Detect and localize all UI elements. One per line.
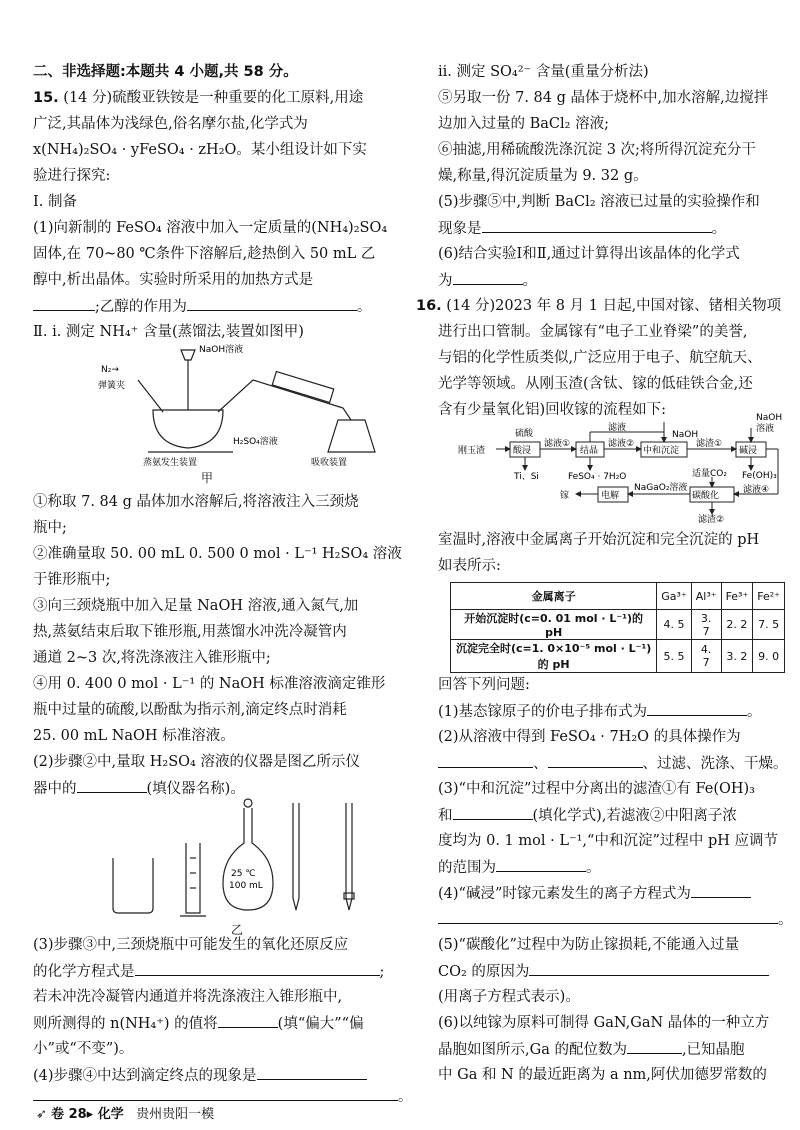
step3-line-3: 通道 2~3 次,将洗涤液注入锥形瓶中; — [33, 650, 271, 666]
naoh2-label: NaOH — [756, 413, 783, 423]
p3-line-3: 度均为 0. 1 mol · L⁻¹,“中和沉淀”过程中 pH 应调节 — [438, 833, 779, 849]
neutralize-label: 中和沉淀 — [643, 446, 680, 456]
answer-blank[interactable] — [453, 805, 533, 820]
step5-line-1: ⑤另取一份 7. 84 g 晶体于烧杯中,加水溶解,边搅拌 — [438, 90, 769, 106]
answer-prompt: 回答下列问题: — [438, 677, 530, 693]
room-temp-line-2: 如表所示: — [438, 558, 501, 574]
answer-blank[interactable] — [33, 1086, 398, 1101]
clip-label: 弹簧夹 — [98, 381, 126, 391]
answer-blank[interactable] — [529, 961, 769, 976]
volumetric-flask — [223, 808, 273, 910]
fig1-caption: 甲 — [201, 471, 214, 485]
beaker — [113, 858, 153, 913]
q16-line-4: 光学等领域。从刚玉渣(含钛、镓的低硅铁合金,还 — [438, 376, 753, 392]
table-header-row: 金属离子 Ga³⁺ Al³⁺ Fe³⁺ Fe²⁺ — [451, 583, 785, 610]
ti-si-label: Ti、Si — [514, 472, 539, 482]
p6-line-1: (6)以纯镓为原料可制得 GaN,GaN 晶体的一种立方 — [438, 1015, 770, 1031]
residue1-label: 滤渣① — [696, 439, 723, 449]
n2-label: N₂→ — [101, 365, 119, 375]
q15-line-2: 广泛,其晶体为浅绿色,俗名摩尔盐,化学式为 — [33, 116, 308, 132]
dropping-funnel — [181, 350, 195, 360]
distillation-apparatus-figure — [93, 340, 373, 468]
naoh2-solution-label: 溶液 — [756, 424, 775, 434]
p1-line: (1)基态镓原子的价电子排布式为 。 — [438, 701, 762, 722]
step4-line-3: 25. 00 mL NaOH 标准溶液。 — [33, 728, 235, 744]
step3-line-2: 热,蒸氨结束后取下锥形瓶,用蒸馏水冲洗冷凝管内 — [33, 624, 347, 640]
ph-table — [450, 582, 785, 673]
answer-blank[interactable] — [257, 1065, 367, 1080]
co2-label: 适量CO₂ — [692, 469, 727, 479]
step4-line-2: 瓶中过量的硫酸,以酚酞为指示剂,滴定终点时消耗 — [33, 702, 347, 718]
naoh-label: NaOH溶液 — [199, 345, 244, 355]
ii-heading: ⅱ. 测定 SO₄²⁻ 含量(重量分析法) — [438, 64, 649, 80]
answer-blank[interactable] — [627, 1039, 682, 1054]
step5-line-2: 边加入过量的 BaCl₂ 溶液; — [438, 116, 609, 132]
q1-line-4: ;乙醇的作用为 。 — [33, 296, 371, 317]
table-row: 开始沉淀时(c=0. 01 mol · L⁻¹)的 pH 4. 5 3. 7 2. 2 7. 5 — [451, 610, 785, 640]
carbonation-label: 碳酸化 — [692, 491, 720, 501]
burette-1 — [293, 803, 299, 910]
q15-line-1: 15. (14 分)硫酸亚铁铵是一种重要的化工原料,用途 — [33, 90, 364, 106]
q1-line-2: 固体,在 70~80 ℃条件下溶解后,趁热倒入 50 mL 乙 — [33, 246, 376, 262]
nagao2-label: NaGaO₂溶液 — [634, 483, 688, 493]
q15-line-3: x(NH₄)₂SO₄ · yFeSO₄ · zH₂O。某小组设计如下实 — [33, 142, 367, 158]
step2-line-2: 于锥形瓶中; — [33, 572, 111, 588]
p5-line-2: CO₂ 的原因为 — [438, 961, 769, 982]
answer-blank[interactable] — [33, 296, 95, 311]
acid-leach-label: 酸浸 — [513, 446, 532, 456]
corundum-label: 刚玉渣 — [458, 446, 486, 456]
footer-region: 贵州贵阳一模 — [136, 1107, 215, 1122]
answer-blank[interactable] — [187, 296, 357, 311]
filtrate4-label: 滤液④ — [743, 485, 770, 495]
q3-line-2: 的化学方程式是 ; — [33, 961, 384, 982]
p6-line-2: 晶胞如图所示,Ga 的配位数为 ,已知晶胞 — [438, 1039, 745, 1060]
filtrate2-label: 滤液② — [608, 439, 635, 449]
conical-flask — [328, 420, 375, 452]
step1-line-2: 瓶中; — [33, 520, 67, 536]
q6-line-2: 为 。 — [438, 270, 537, 291]
part2-heading: Ⅱ. ⅰ. 测定 NH₄⁺ 含量(蒸馏法,装置如图甲) — [33, 324, 304, 340]
gallium-label: 镓 — [560, 491, 570, 501]
answer-blank[interactable] — [438, 753, 533, 768]
answer-blank[interactable] — [438, 909, 778, 924]
table-row: 沉淀完全时(c=1. 0×10⁻⁵ mol · L⁻¹)的 pH 5. 5 4. 7 3. 2 9. 0 — [451, 640, 785, 673]
residue2-label: 滤渣② — [698, 515, 725, 525]
crystallize-label: 结晶 — [580, 446, 599, 456]
alkali-leach-label: 碱浸 — [739, 446, 758, 456]
p2-line-2: 、 、过滤、洗涤、干燥。 — [438, 753, 788, 774]
section-title: 二、非选择题:本题共 4 小题,共 58 分。 — [33, 64, 298, 80]
feoh3-label: Fe(OH)₃ — [742, 471, 777, 481]
footer-tag: 卷 28▸ 化学 — [51, 1107, 124, 1122]
p6-line-3: 中 Ga 和 N 的最近距离为 a nm,阿伏加德罗常数的 — [438, 1067, 767, 1083]
condenser — [272, 372, 333, 403]
sulfuric-acid-label: 硫酸 — [515, 429, 534, 439]
q3-line-4: 则所测得的 n(NH₄⁺) 的值将 (填“偏大”“偏 — [33, 1013, 364, 1034]
answer-blank[interactable] — [691, 883, 751, 898]
gen-label: 蒸氨发生装置 — [143, 458, 198, 468]
step2-line-1: ②准确量取 50. 00 mL 0. 500 0 mol · L⁻¹ H₂SO₄ 溶液 — [33, 546, 402, 562]
p3-line-1: (3)“中和沉淀”过程中分离出的滤渣①有 Fe(OH)₃ — [438, 781, 755, 797]
q16-line-1: 16. (14 分)2023 年 8 月 1 日起,中国对镓、锗相关物项 — [416, 298, 782, 314]
q16-line-3: 与铝的化学性质类似,广泛应用于电子、航空航天、 — [438, 350, 762, 366]
q4-line-2: 。 — [33, 1086, 413, 1107]
absorb-label: 吸收装置 — [311, 458, 348, 468]
step3-line-1: ③向三颈烧瓶中加入足量 NaOH 溶液,通入氮气,加 — [33, 598, 359, 614]
answer-blank[interactable] — [135, 961, 380, 976]
flask-temp-label: 25 ℃ — [231, 869, 256, 879]
naoh1-label: NaOH — [672, 430, 699, 440]
step1-line-1: ①称取 7. 84 g 晶体加水溶解后,将溶液注入三颈烧 — [33, 494, 359, 510]
q2-line-2: 器中的 (填仪器名称)。 — [33, 778, 245, 799]
p2-line-1: (2)从溶液中得到 FeSO₄ · 7H₂O 的具体操作为 — [438, 729, 741, 745]
step6-line-1: ⑥抽滤,用稀硫酸洗涤沉淀 3 次;将所得沉淀充分干 — [438, 142, 756, 158]
p5-line-1: (5)“碳酸化”过程中为防止镓损耗,不能通入过量 — [438, 937, 739, 953]
q5-line-1: (5)步骤⑤中,判断 BaCl₂ 溶液已过量的实验操作和 — [438, 194, 760, 210]
q3-line-5: 小”或“不变”)。 — [33, 1041, 134, 1057]
q1-line-3: 醇中,析出晶体。实验时所采用的加热方式是 — [33, 272, 314, 288]
fig2-caption: 乙 — [231, 923, 244, 937]
h2so4-label: H₂SO₄溶液 — [233, 437, 278, 447]
q16-line-5: 含有少量氧化铝)回收镓的流程如下: — [438, 402, 667, 418]
feso4-label: FeSO₄ · 7H₂O — [568, 472, 627, 482]
q2-line-1: (2)步骤②中,量取 H₂SO₄ 溶液的仪器是图乙所示仪 — [33, 754, 360, 770]
filtrate-top-label: 滤液 — [608, 423, 627, 433]
answer-blank[interactable] — [496, 857, 586, 872]
p4-line-2: 。 — [438, 909, 793, 930]
answer-blank[interactable] — [453, 270, 523, 285]
answer-blank[interactable] — [548, 753, 643, 768]
q15-line-4: 验进行探究: — [33, 168, 111, 184]
answer-blank[interactable] — [77, 778, 147, 793]
q5-line-2: 现象是 。 — [438, 218, 726, 239]
graduated-cylinder — [186, 843, 200, 913]
p3-line-2: 和 (填化学式),若滤液②中阳离子浓 — [438, 805, 737, 826]
burette-2 — [346, 803, 352, 910]
p4-line-1: (4)“碱浸”时镓元素发生的离子方程式为 — [438, 883, 751, 904]
q6-line-1: (6)结合实验Ⅰ和Ⅱ,通过计算得出该晶体的化学式 — [438, 246, 740, 262]
filtrate1-label: 滤液① — [544, 439, 571, 449]
instruments-figure — [108, 798, 388, 918]
q4-line-1: (4)步骤④中达到滴定终点的现象是 — [33, 1065, 367, 1086]
three-neck-flask — [153, 410, 223, 448]
process-flowchart — [458, 413, 793, 525]
page-footer — [36, 1103, 214, 1122]
step4-line-1: ④用 0. 400 0 mol · L⁻¹ 的 NaOH 标准溶液滴定锥形 — [33, 676, 386, 692]
step6-line-2: 燥,称量,得沉淀质量为 9. 32 g。 — [438, 168, 648, 184]
footer-arrow-icon: ➶ — [36, 1107, 47, 1122]
electrolysis-label: 电解 — [601, 491, 620, 501]
p3-line-4: 的范围为 。 — [438, 857, 601, 878]
answer-blank[interactable] — [647, 701, 747, 716]
q3-line-3: 若未冲洗冷凝管内通道并将洗涤液注入锥形瓶中, — [33, 989, 343, 1005]
q3-line-1: (3)步骤③中,三颈烧瓶中可能发生的氧化还原反应 — [33, 937, 349, 953]
q15-number: 15. — [33, 90, 59, 106]
q1-line-1: (1)向新制的 FeSO₄ 溶液中加入一定质量的(NH₄)₂SO₄ — [33, 220, 388, 236]
part1-heading: Ⅰ. 制备 — [33, 194, 77, 210]
q16-line-2: 进行出口管制。金属镓有“电子工业脊梁”的美誉, — [438, 324, 748, 340]
answer-blank[interactable] — [482, 218, 712, 233]
answer-blank[interactable] — [218, 1013, 278, 1028]
q16-number: 16. — [416, 298, 442, 314]
p5-line-3: (用离子方程式表示)。 — [438, 989, 580, 1005]
room-temp-line-1: 室温时,溶液中金属离子开始沉淀和完全沉淀的 pH — [438, 532, 760, 548]
flask-volume-label: 100 mL — [229, 881, 263, 891]
